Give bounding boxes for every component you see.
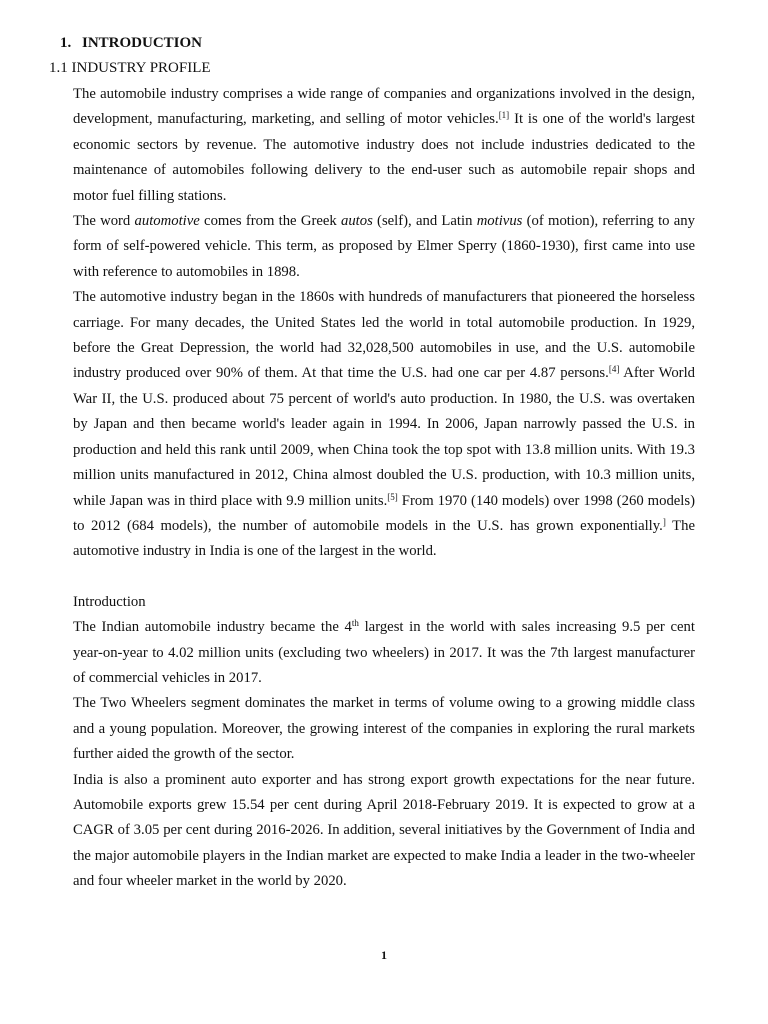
citation-ref: [1]	[498, 110, 510, 121]
document-body	[73, 82, 695, 895]
paragraph-word-origin: The word automotive comes from the Greek autos (self), and Latin motivus (of motion), referring to any form of self-powered vehicle. This term, as proposed by Elmer Sperry (1860-1930), first came into use with reference to automobiles in 1898.	[73, 213, 695, 280]
paragraph-exports: India is also a prominent auto exporter and has strong export growth expectations for the near future. Automobile exports grew 15.54 per cent during April 2018-February 2019. It is expected to grow at a CAGR of 3.05 per cent during 2016-2026. In addition, several initiatives by the Government of India and the major automobile players in the Indian market are expected to make India a leader in the two-wheeler and four wheeler market in the world by 2020.	[73, 771, 695, 890]
section-number: 1.	[60, 35, 72, 51]
introduction-label: Introduction	[73, 593, 146, 610]
citation-ref: [4]	[608, 364, 620, 375]
paragraph-industry-overview: The automobile industry comprises a wide range of companies and organizations involved in the design, development, manufacturing, marketing, and selling of motor vehicles.[1] It is one of the world's largest economic sectors by revenue. The automotive industry does not include industries dedicated to the maintenance of automobiles following delivery to the end-user such as automobile repair shops and motor fuel filling stations.	[73, 86, 695, 204]
citation-ref: ]	[662, 516, 666, 527]
subsection-heading: 1.1 INDUSTRY PROFILE	[49, 60, 211, 76]
paragraph-indian-industry: The Indian automobile industry became the 4th largest in the world with sales increasing 9.5 per cent year-on-year to 4.02 million units (excluding two wheelers) in 2017. It was the 7th largest manufacturer of commercial vehicles in 2017.	[73, 618, 695, 686]
citation-ref: [5]	[387, 491, 398, 502]
section-title: INTRODUCTION	[82, 35, 203, 51]
term-automotive: automotive	[134, 213, 200, 230]
paragraph-industry-history: The automotive industry began in the 1860s with hundreds of manufacturers that pioneered the horseless carriage. For many decades, the United States led the world in total automobile production. In 1929, before the Great Depression, the world had 32,028,500 automobiles in use, and the U.S. automobile industry produced over 90% of them. At that time the U.S. had one car per 4.87 persons.[4] After World War II, the U.S. produced about 75 percent of world's auto production. In 1980, the U.S. was overtaken by Japan and then became world's leader again in 1994. In 2006, Japan narrowly passed the U.S. in production and held this rank until 2009, when China took the top spot with 13.8 million units. With 19.3 million units manufactured in 2012, China almost doubled the U.S. production, with 10.3 million units, while Japan was in third place with 9.9 million units.[5] From 1970 (140 models) over 1998 (260 models) to 2012 (684 models), the number of automobile models in the U.S. has grown exponentially.] The automotive industry in India is one of the largest in the world.	[73, 289, 695, 560]
paragraph-two-wheelers: The Two Wheelers segment dominates the market in terms of volume owing to a growing middle class and a young population. Moreover, the growing interest of the companies in exploring the rural markets further aided the growth of the sector.	[73, 695, 695, 763]
section-heading	[60, 33, 202, 53]
term-motivus: motivus	[476, 213, 523, 230]
ordinal-suffix: th	[351, 618, 359, 629]
term-autos: autos	[340, 213, 373, 230]
page-number: 1	[381, 948, 387, 962]
